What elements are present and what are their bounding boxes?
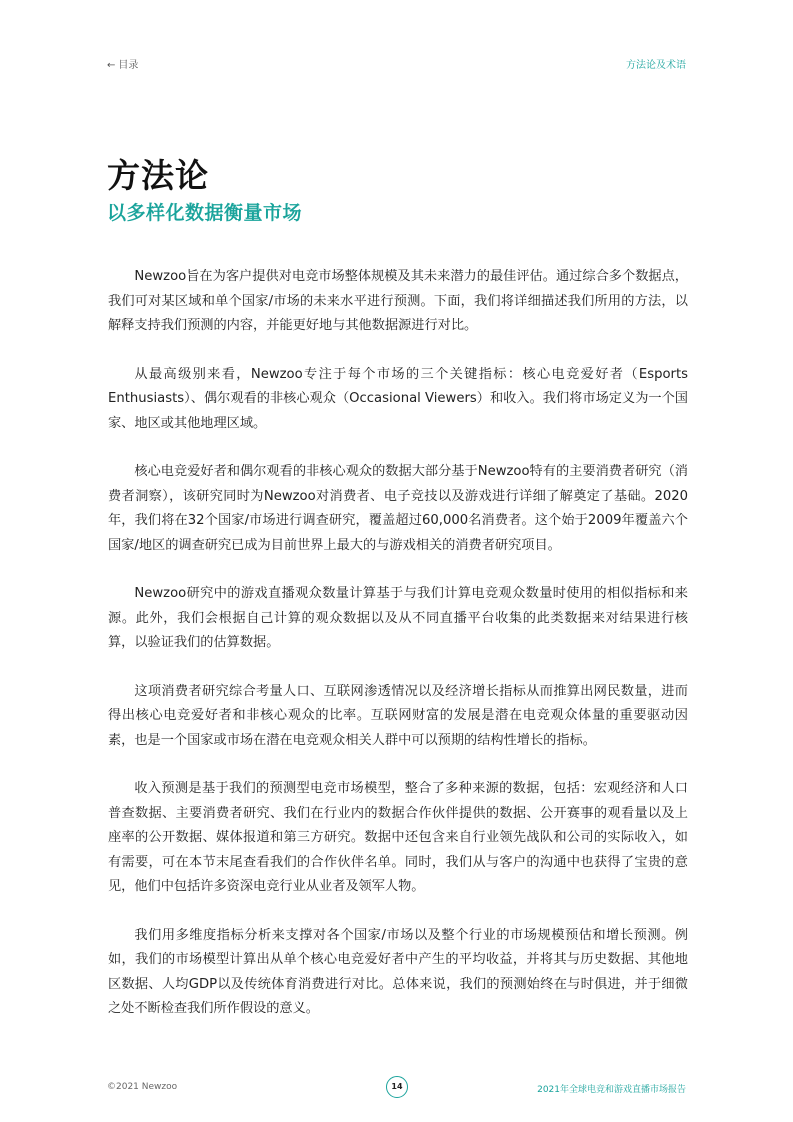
paragraph-4: Newzoo研究中的游戏直播观众数量计算基于与我们计算电竞观众数量时使用的相似指标和来源。此外，我们会根据自己计算的观众数据以及从不同直播平台收集的此类数据来对结果进行核算，以验证我们的估算数据。: [108, 586, 688, 650]
body-text: [108, 265, 688, 1046]
report-title: 2021年全球电竞和游戏直播市场报告: [537, 1085, 686, 1095]
back-arrow-icon: ←: [107, 60, 116, 71]
page-subtitle: 以多样化数据衡量市场: [107, 202, 303, 224]
page-footer: [107, 1076, 686, 1102]
paragraph-6: 收入预测是基于我们的预测型电竞市场模型，整合了多种来源的数据，包括：宏观经济和人口普查数据、主要消费者研究、我们在行业内的数据合作伙伴提供的数据、公开赛事的观看量以及上座率的公开数据、媒体报道和第三方研究。数据中还包含来自行业领先战队和公司的实际收入，如有需要，可在本节末尾查看我们的合作伙伴名单。同时，我们从与客户的沟通中也获得了宝贵的意见，他们中包括许多资深电竞行业从业者及领军人物。: [108, 781, 688, 894]
paragraph-7: 我们用多维度指标分析来支撑对各个国家/市场以及整个行业的市场规模预估和增长预测。例如，我们的市场模型计算出从单个核心电竞爱好者中产生的平均收益，并将其与历史数据、其他地区数据、人均GDP以及传统体育消费进行对比。总体来说，我们的预测始终在与时俱进，并于细微之处不断检查我们所作假设的意义。: [108, 927, 688, 1016]
paragraph-1: Newzoo旨在为客户提供对电竞市场整体规模及其未来潜力的最佳评估。通过综合多个数据点，我们可对某区域和单个国家/市场的未来水平进行预测。下面，我们将详细描述我们所用的方法，以解释支持我们预测的内容，并能更好地与其他数据源进行对比。: [108, 269, 688, 333]
paragraph-5: 这项消费者研究综合考量人口、互联网渗透情况以及经济增长指标从而推算出网民数量，进而得出核心电竞爱好者和非核心观众的比率。互联网财富的发展是潜在电竞观众体量的重要驱动因素，也是一个国家或市场在潜在电竞观众相关人群中可以预期的结构性增长的指标。: [108, 683, 688, 748]
page-title: 方法论: [107, 156, 209, 195]
paragraph-3: 核心电竞爱好者和偶尔观看的非核心观众的数据大部分基于Newzoo特有的主要消费者研究（消费者洞察），该研究同时为Newzoo对消费者、电子竞技以及游戏进行详细了解奠定了基础。2020年，我们将在32个国家/市场进行调查研究，覆盖超过60,000名消费者。这个始于2009年覆盖六个国家/地区的调查研究已成为目前世界上最大的与游戏相关的消费者研究项目。: [108, 464, 688, 553]
paragraph-2: 从最高级别来看，Newzoo专注于每个市场的三个关键指标：核心电竞爱好者（Esports Enthusiasts）、偶尔观看的非核心观众（Occasional Viewers）和收入。我们将市场定义为一个国家、地区或其他地理区域。: [108, 366, 688, 431]
back-to-contents-label: 目录: [118, 60, 139, 71]
copyright-text: ©2021 Newzoo: [107, 1082, 178, 1092]
back-to-contents-link[interactable]: [107, 58, 138, 74]
page-number-badge: 14: [386, 1076, 408, 1098]
section-title-link[interactable]: 方法论及术语: [626, 60, 686, 71]
top-navigation: [107, 58, 686, 74]
